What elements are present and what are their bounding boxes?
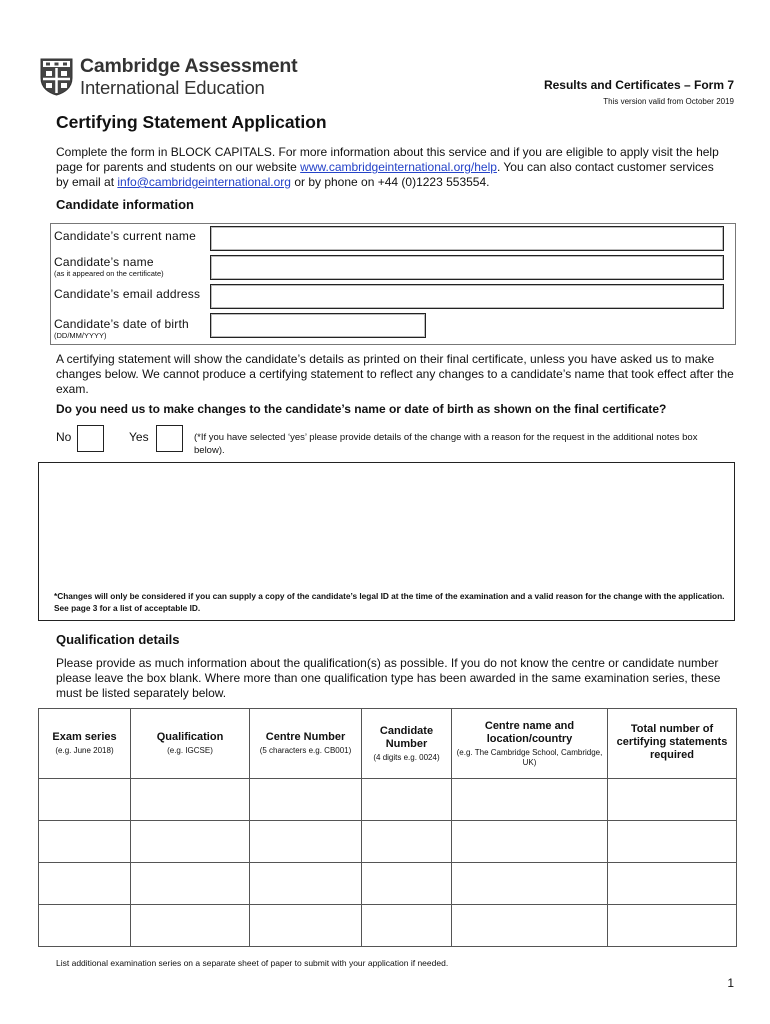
- email-label: Candidate’s email address: [54, 287, 201, 301]
- changes-id-note: *Changes will only be considered if you can supply a copy of the candidate’s legal ID at the time of the examination and a valid reason for the change with the application. See page 3 for a list of acceptable ID.: [54, 591, 725, 613]
- col-hint: (e.g. June 2018): [55, 746, 114, 755]
- form-title: Results and Certificates – Form 7: [543, 78, 734, 92]
- table-header-row: [39, 709, 737, 779]
- certificate-name-hint: (as it appeared on the certificate): [54, 269, 164, 278]
- table-cell[interactable]: [131, 863, 250, 905]
- current-name-input[interactable]: [210, 226, 724, 251]
- changes-question: Do you need us to make changes to the candidate’s name or date of birth as shown on the final certificate?: [56, 402, 667, 416]
- qualification-heading: Qualification details: [56, 632, 180, 647]
- col-centre-number: [250, 709, 362, 779]
- col-title: Total number of certifying statements required: [616, 723, 728, 761]
- col-hint: (4 digits e.g. 0024): [373, 752, 440, 762]
- yes-note: (*If you have selected ‘yes’ please provide details of the change with a reason for the request in the additional notes box below).: [194, 432, 698, 456]
- col-candidate-number: [362, 709, 452, 779]
- col-title: Exam series: [52, 731, 117, 743]
- intro-paragraph: [56, 145, 726, 190]
- col-centre-name: [452, 709, 608, 779]
- qualification-table: [38, 708, 737, 947]
- cambridge-crest-icon: [40, 58, 73, 96]
- certificate-name-input[interactable]: [210, 255, 724, 280]
- intro-text-1: Complete the form in BLOCK CAPITALS. For more information about this service and if you are eligible to apply visit the help page for parents and students on our website: [56, 145, 719, 174]
- version-note: This version valid from October 2019: [603, 97, 734, 106]
- certificate-name-label: Candidate’s name: [54, 255, 154, 269]
- intro-text-3: or by phone on +44 (0)1223 553554.: [290, 175, 490, 189]
- current-name-label: Candidate’s current name: [54, 229, 196, 243]
- col-total-statements: [608, 709, 737, 779]
- changes-info: A certifying statement will show the candidate’s details as printed on their final certificate, unless you have asked us to make changes below. We cannot produce a certifying statement to reflect any changes to a candidate’s name that took effect after the exam.: [56, 352, 734, 396]
- table-cell[interactable]: [362, 821, 452, 863]
- col-title: Qualification: [156, 731, 224, 743]
- col-title: Candidate Number: [379, 724, 434, 750]
- table-cell[interactable]: [608, 779, 737, 821]
- table-row: [39, 863, 737, 905]
- yes-label: Yes: [129, 430, 149, 444]
- table-cell[interactable]: [608, 863, 737, 905]
- email-link[interactable]: info@cambridgeinternational.org: [117, 175, 291, 189]
- cambridge-logo: [40, 55, 298, 100]
- table-cell[interactable]: [250, 779, 362, 821]
- brand-name-line2: International Education: [80, 77, 265, 98]
- table-cell[interactable]: [131, 779, 250, 821]
- col-hint: (5 characters e.g. CB001): [259, 746, 352, 755]
- yes-checkbox[interactable]: [156, 425, 183, 452]
- page-number: 1: [727, 976, 734, 990]
- col-title: Centre name and location/country: [484, 719, 575, 745]
- dob-label: Candidate’s date of birth: [54, 317, 189, 331]
- dob-hint: (DD/MM/YYYY): [54, 331, 107, 340]
- brand-name-line1: Cambridge Assessment: [80, 55, 298, 77]
- table-row: [39, 905, 737, 947]
- table-cell[interactable]: [362, 779, 452, 821]
- table-cell[interactable]: [452, 779, 608, 821]
- table-cell[interactable]: [452, 863, 608, 905]
- col-title: Centre Number: [265, 731, 346, 743]
- table-cell[interactable]: [250, 821, 362, 863]
- page-title: Certifying Statement Application: [56, 112, 327, 132]
- intro-text-2: . You can also contact customer services by email at: [56, 160, 714, 189]
- dob-input[interactable]: [210, 313, 426, 338]
- table-cell[interactable]: [39, 863, 131, 905]
- table-cell[interactable]: [250, 863, 362, 905]
- help-link[interactable]: www.cambridgeinternational.org/help: [300, 160, 497, 174]
- table-cell[interactable]: [250, 905, 362, 947]
- table-cell[interactable]: [39, 821, 131, 863]
- table-cell[interactable]: [362, 863, 452, 905]
- table-row: [39, 779, 737, 821]
- table-cell[interactable]: [608, 905, 737, 947]
- table-cell[interactable]: [452, 905, 608, 947]
- table-cell[interactable]: [131, 905, 250, 947]
- footer-note: List additional examination series on a separate sheet of paper to submit with your application if needed.: [56, 958, 449, 968]
- table-cell[interactable]: [39, 905, 131, 947]
- email-input[interactable]: [210, 284, 724, 309]
- col-exam-series: [39, 709, 131, 779]
- col-hint: (e.g. The Cambridge School, Cambridge, UK): [456, 747, 603, 767]
- qualification-instructions: Please provide as much information about the qualification(s) as possible. If you do not know the centre or candidate number please leave the box blank. Where more than one qualification type has been awarded in the same examination series, these must be listed separately below.: [56, 656, 721, 700]
- col-qualification: [131, 709, 250, 779]
- table-cell[interactable]: [608, 821, 737, 863]
- table-cell[interactable]: [452, 821, 608, 863]
- table-cell[interactable]: [362, 905, 452, 947]
- table-cell[interactable]: [39, 779, 131, 821]
- candidate-info-heading: Candidate information: [56, 197, 194, 212]
- no-label: No: [56, 430, 72, 444]
- col-hint: (e.g. IGCSE): [167, 746, 213, 755]
- table-cell[interactable]: [131, 821, 250, 863]
- table-row: [39, 821, 737, 863]
- no-checkbox[interactable]: [77, 425, 104, 452]
